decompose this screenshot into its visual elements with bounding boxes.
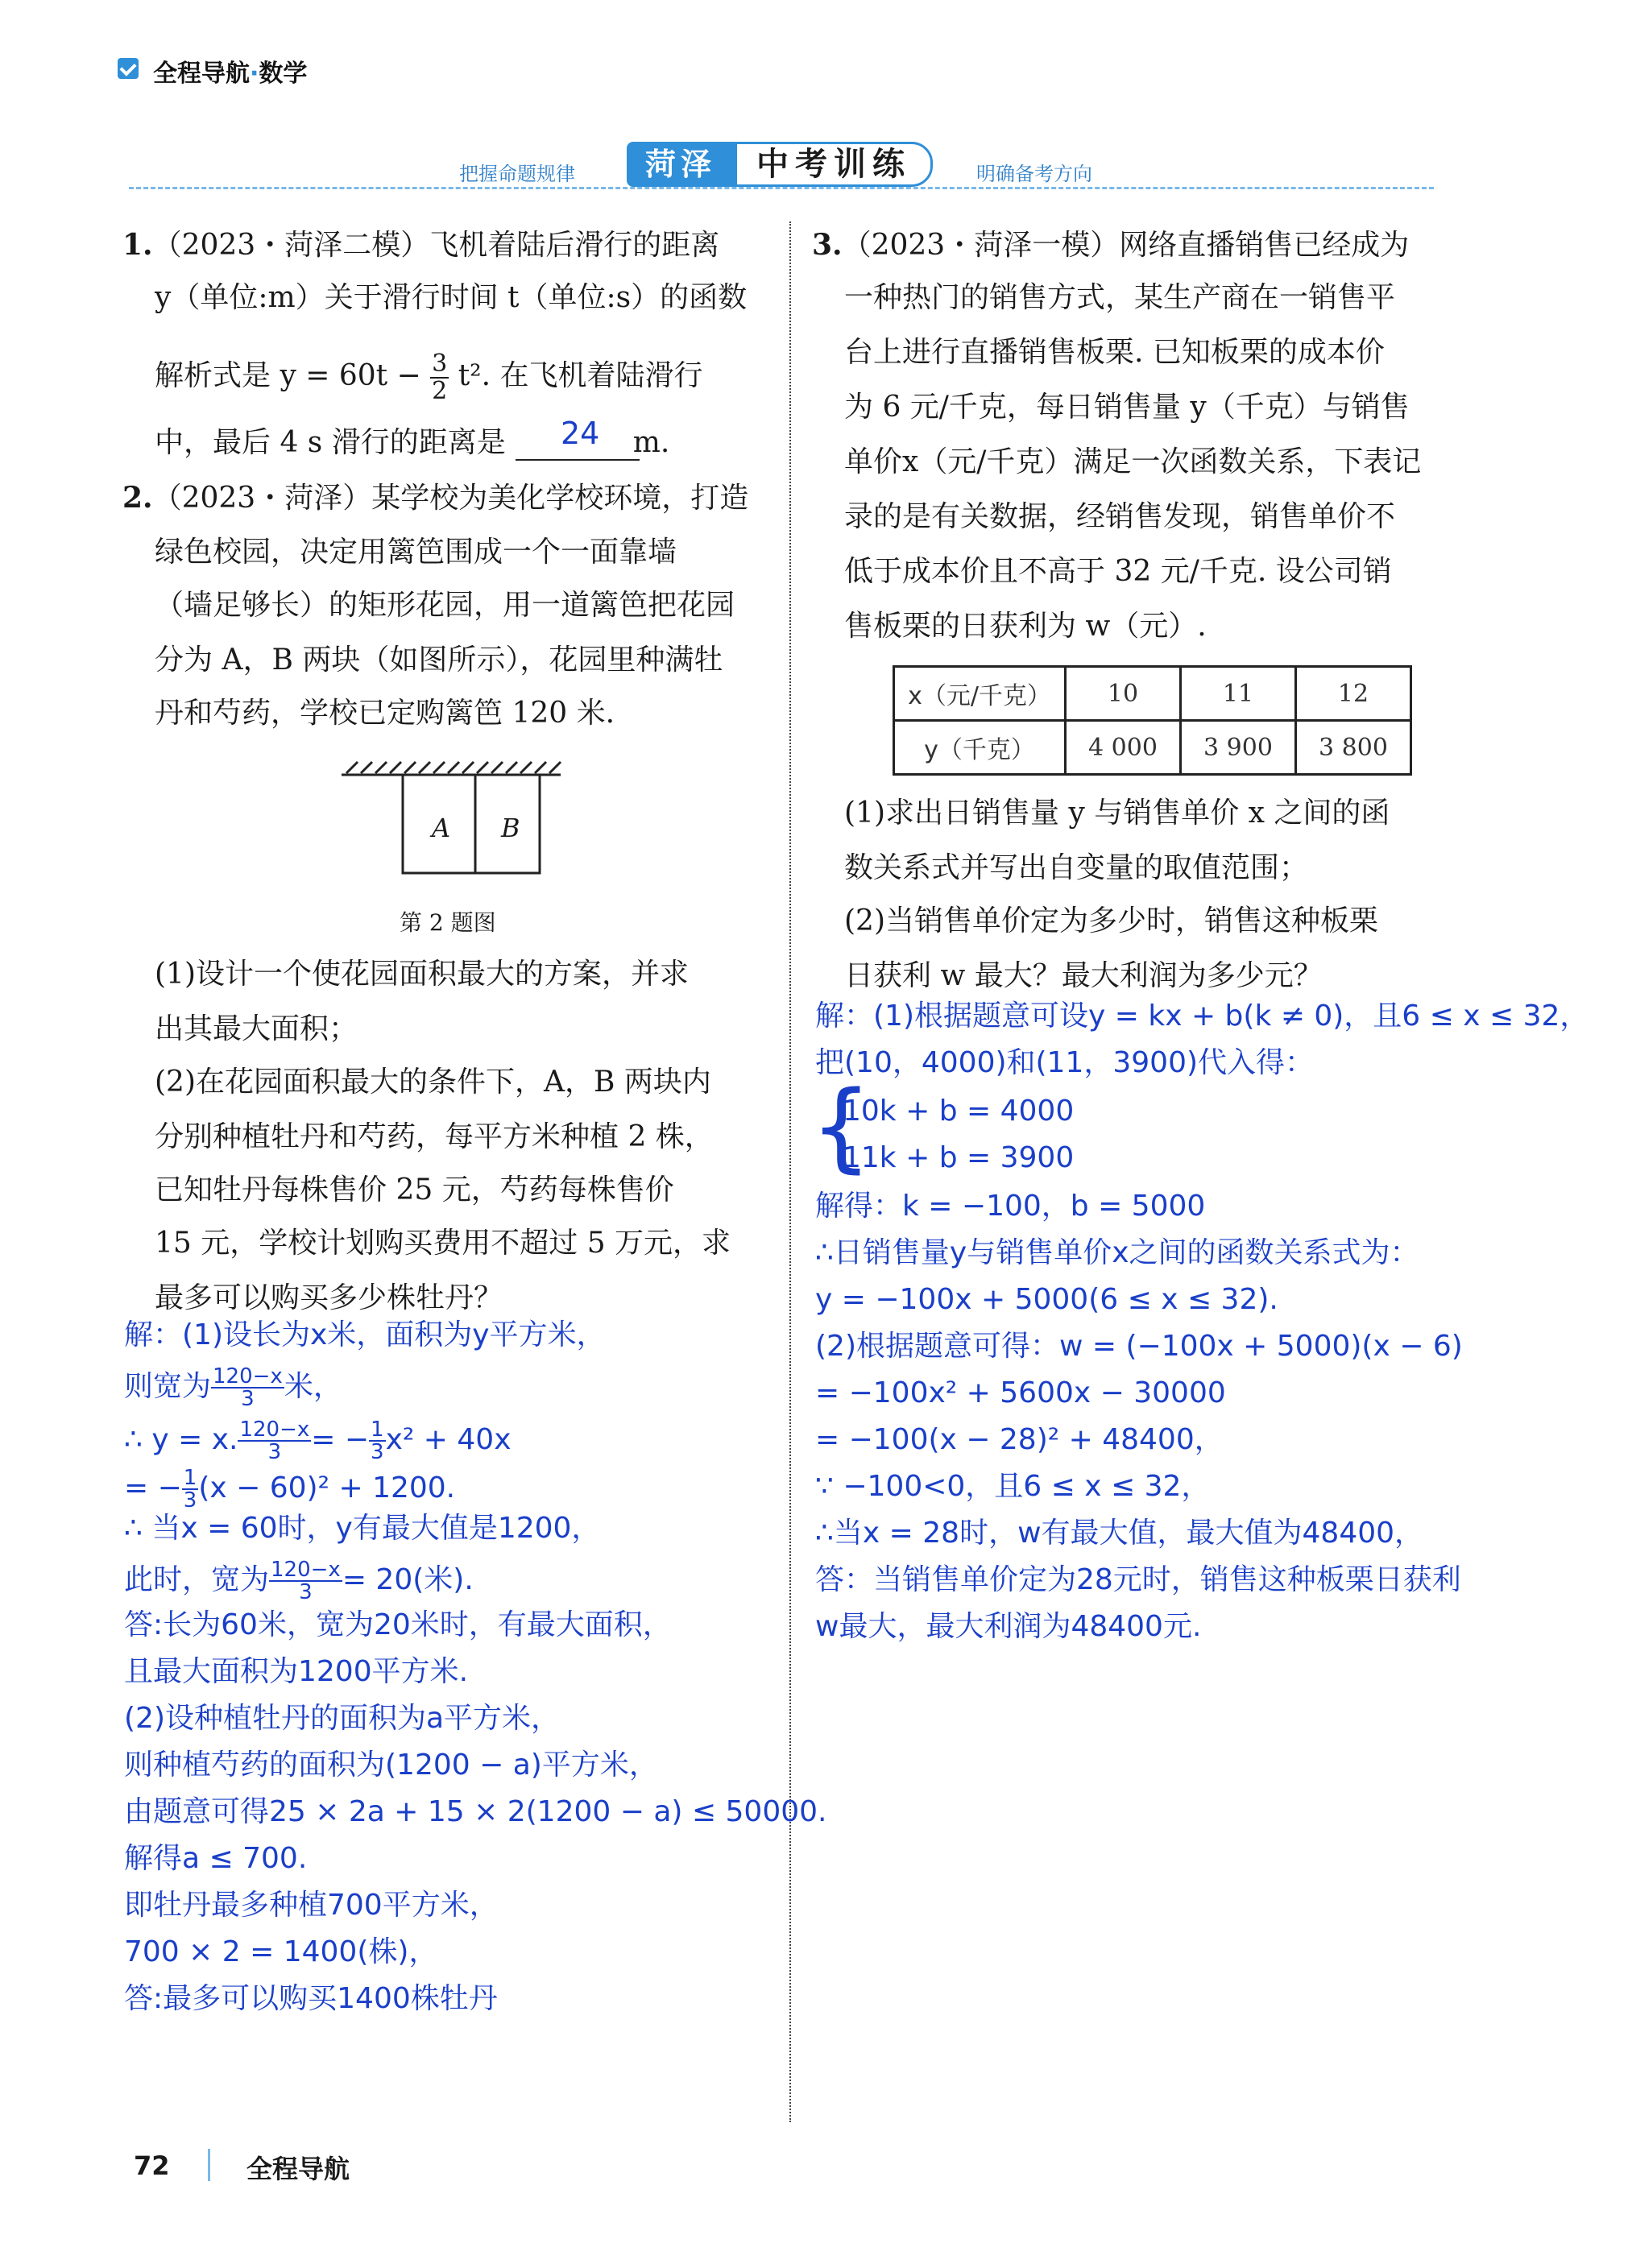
q1-line-3: 解析式是 y = 60t − $\frac{3}{2}$ t². 在飞机着陆滑行 xyxy=(155,350,703,405)
q2-sol-9: (2)设种植牡丹的面积为a平方米， xyxy=(124,1702,561,1735)
table-header-x: x（元/千克） xyxy=(894,667,1066,721)
q2-p1-line-1: (1)设计一个使花园面积最大的方案，并求 xyxy=(155,958,689,991)
q3-sol-11: ∵ −100<0，且6 ≤ x ≤ 32， xyxy=(815,1470,1211,1503)
q3-p1-line-1: (1)求出日销售量 y 与销售单价 x 之间的函 xyxy=(844,797,1390,830)
q2-sol-6: 此时，宽为 $\frac{120-x}{3}$ = 20(米). xyxy=(124,1558,474,1604)
q2-line-3: （墙足够长）的矩形花园，用一道篱笆把花园 xyxy=(155,589,735,622)
q3-line-5: 单价x（元/千克）满足一次函数关系，下表记 xyxy=(844,445,1422,478)
book-title: 全程导航·数学 xyxy=(153,60,308,88)
q2-p1-line-2: 出其最大面积； xyxy=(155,1012,358,1045)
banner-right-text: 明确备考方向 xyxy=(976,163,1092,185)
q3-p1-line-2: 数关系式并写出自变量的取值范围； xyxy=(844,851,1309,884)
q2-p2-line-2: 分别种植牡丹和芍药，每平方米种植 2 株， xyxy=(155,1120,714,1153)
banner-region: 菏泽 xyxy=(627,142,735,187)
q3-sol-9: = −100x² + 5600x − 30000 xyxy=(815,1376,1226,1409)
q2-sol-4: = − $\frac{1}{3}$ (x − 60)² + 1200. xyxy=(124,1466,456,1513)
q3-line-6: 录的是有关数据，经销售发现，销售单价不 xyxy=(844,500,1396,533)
banner-left-text: 把握命题规律 xyxy=(459,163,575,185)
garden-label-a: A xyxy=(432,813,451,843)
q3-sol-14: w最大，最大利润为48400元. xyxy=(815,1610,1202,1643)
table-header-y: y（千克） xyxy=(894,721,1066,775)
check-icon xyxy=(118,58,139,79)
q2-line-4: 分为 A，B 两块（如图所示），花园里种满牡 xyxy=(155,644,723,677)
q2-line-1: 2.（2023・菏泽）某学校为美化学校环境，打造 xyxy=(122,481,749,515)
column-divider xyxy=(789,221,791,2122)
q2-sol-7: 答:长为60米，宽为20米时，有最大面积， xyxy=(124,1608,672,1641)
q3-p2-line-1: (2)当销售单价定为多少时，销售这种板栗 xyxy=(844,904,1378,937)
q3-line-3: 台上进行直播销售板栗. 已知板栗的成本价 xyxy=(844,336,1385,369)
q2-p2-line-4: 15 元，学校计划购买费用不超过 5 万元，求 xyxy=(155,1227,731,1260)
q2-p2-line-3: 已知牡丹每株售价 25 元，芍药每株售价 xyxy=(155,1173,674,1206)
q1-line-2: y（单位:m）关于滑行时间 t（单位:s）的函数 xyxy=(155,281,748,314)
banner-main: 中考训练 xyxy=(735,142,933,187)
q2-p2-line-5: 最多可以购买多少株牡丹？ xyxy=(155,1281,503,1314)
q1-answer: 24 xyxy=(561,416,600,451)
q3-sol-4: 11k + b = 3900 xyxy=(843,1141,1075,1174)
q3-sol-7: y = −100x + 5000(6 ≤ x ≤ 32). xyxy=(815,1283,1278,1316)
footer-title: 全程导航 xyxy=(246,2154,350,2184)
q3-sol-3: 10k + b = 4000 xyxy=(843,1095,1075,1128)
q3-sol-1: 解：(1)根据题意可设y = kx + b(k ≠ 0)，且6 ≤ x ≤ 32， xyxy=(815,999,1589,1033)
garden-figure xyxy=(338,757,564,878)
table-cell: 3 800 xyxy=(1296,721,1411,775)
table-cell: 3 900 xyxy=(1181,721,1296,775)
q3-sol-10: = −100(x − 28)² + 48400， xyxy=(815,1423,1224,1456)
q2-sol-3: ∴ y = x. $\frac{120-x}{3}$ = − $\frac{1}{3}$ x² + 40x xyxy=(124,1418,512,1464)
q2-sol-15: 答:最多可以购买1400株牡丹 xyxy=(124,1982,498,2015)
q3-sol-8: (2)根据题意可得：w = (−100x + 5000)(x − 6) xyxy=(815,1330,1463,1363)
q2-sol-10: 则种植芍药的面积为(1200 − a)平方米， xyxy=(124,1749,658,1782)
q3-line-7: 低于成本价且不高于 32 元/千克. 设公司销 xyxy=(844,555,1392,588)
page-number: 72 xyxy=(134,2150,170,2181)
q3-sol-12: ∴当x = 28时，w有最大值，最大值为48400， xyxy=(815,1517,1424,1550)
data-table xyxy=(893,665,1412,776)
q2-sol-14: 700 × 2 = 1400(株)， xyxy=(124,1935,438,1968)
wall-hatch xyxy=(342,762,561,775)
q1-line-4: 中，最后 4 s 滑行的距离是 m. xyxy=(155,426,670,459)
table-cell: 11 xyxy=(1181,667,1296,721)
q3-line-4: 为 6 元/千克，每日销售量 y（千克）与销售 xyxy=(844,391,1410,424)
q2-sol-5: ∴ 当x = 60时，y有最大值是1200， xyxy=(124,1512,601,1545)
figure-caption: 第 2 题图 xyxy=(400,909,496,936)
q1-answer-blank xyxy=(516,459,640,461)
q2-sol-1: 解：(1)设长为x米，面积为y平方米， xyxy=(124,1318,606,1351)
footer-divider xyxy=(208,2149,210,2181)
table-cell: 10 xyxy=(1066,667,1181,721)
q3-p2-line-2: 日获利 w 最大？最大利润为多少元？ xyxy=(844,959,1323,992)
q3-sol-5: 解得：k = −100，b = 5000 xyxy=(815,1190,1206,1223)
q3-sol-2: 把(10，4000)和(11，3900)代入得： xyxy=(815,1046,1315,1079)
q2-sol-11: 由题意可得25 × 2a + 15 × 2(1200 − a) ≤ 50000. xyxy=(124,1795,827,1828)
q3-line-8: 售板栗的日获利为 w（元）. xyxy=(844,610,1207,643)
system-brace: { xyxy=(810,1071,872,1183)
q3-sol-13: 答：当销售单价定为28元时，销售这种板栗日获利 xyxy=(815,1563,1461,1596)
q2-sol-12: 解得a ≤ 700. xyxy=(124,1842,308,1875)
table-cell: 12 xyxy=(1296,667,1411,721)
section-banner xyxy=(627,142,941,187)
table-cell: 4 000 xyxy=(1066,721,1181,775)
table-row xyxy=(894,721,1411,775)
q2-sol-8: 且最大面积为1200平方米. xyxy=(124,1655,469,1688)
banner-dashed-line xyxy=(129,187,1434,189)
q3-line-1: 3.（2023・菏泽一模）网络直播销售已经成为 xyxy=(812,228,1410,262)
q1-line-1: 1.（2023・菏泽二模）飞机着陆后滑行的距离 xyxy=(122,228,720,262)
q3-sol-6: ∴日销售量y与销售单价x之间的函数关系式为： xyxy=(815,1236,1419,1269)
garden-label-b: B xyxy=(501,813,520,843)
table-row xyxy=(894,667,1411,721)
q2-sol-2: 则宽为 $\frac{120-x}{3}$ 米， xyxy=(124,1364,342,1411)
q2-p2-line-1: (2)在花园面积最大的条件下，A，B 两块内 xyxy=(155,1066,711,1099)
q3-line-2: 一种热门的销售方式，某生产商在一销售平 xyxy=(844,281,1396,314)
q2-line-2: 绿色校园，决定用篱笆围成一个一面靠墙 xyxy=(155,536,677,569)
q2-line-5: 丹和芍药，学校已定购篱笆 120 米. xyxy=(155,697,615,730)
q2-sol-13: 即牡丹最多种植700平方米， xyxy=(124,1889,499,1922)
